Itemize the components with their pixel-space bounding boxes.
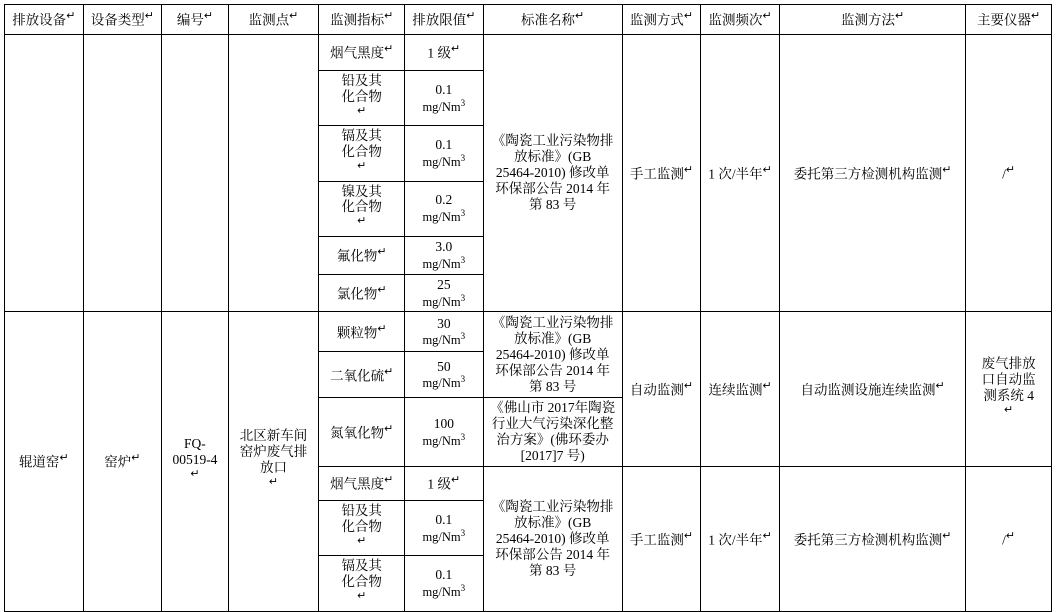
standard-line: 《佛山市 2017年陶瓷 <box>490 400 616 416</box>
standard-line: 环保部公告 2014 年 <box>495 181 611 197</box>
cell-monitor-method-type: 手工监测↵ <box>622 467 701 612</box>
header-number: 编号↵ <box>162 5 229 35</box>
pilcrow-mark: ↵ <box>377 283 387 296</box>
index-line: 镍及其 <box>341 183 382 199</box>
pilcrow-mark: ↵ <box>357 215 367 228</box>
pilcrow-mark: ↵ <box>384 474 394 487</box>
cell-limit-value <box>405 274 484 312</box>
monitor-point-line: 北区新车间 <box>239 428 308 444</box>
cell-standard-name <box>483 312 622 398</box>
pilcrow-mark: ↵ <box>203 10 214 23</box>
pilcrow-mark: ↵ <box>762 164 772 177</box>
cell-monitor-method-type: 手工监测↵ <box>622 35 701 312</box>
cell-monitor-index: 氟化物↵ <box>319 236 405 274</box>
cell-monitor-index <box>319 501 405 556</box>
header-monitor-method-type: 监测方式↵ <box>622 5 701 35</box>
table-row <box>5 312 1052 352</box>
cell-main-instrument <box>966 312 1052 467</box>
cell-main-instrument: /↵ <box>966 35 1052 312</box>
standard-line: 《陶瓷工业污染物排 <box>491 133 614 149</box>
limit-unit: mg/Nm$^3$ <box>422 208 466 225</box>
cell-monitor-method-type: 自动监测↵ <box>622 312 701 467</box>
table-header-row <box>5 5 1052 35</box>
pilcrow-mark: ↵ <box>942 529 952 542</box>
pilcrow-mark: ↵ <box>144 10 154 23</box>
limit-unit: mg/Nm$^3$ <box>422 527 466 544</box>
table-row <box>5 35 1052 71</box>
document-page <box>0 4 1058 603</box>
cell-monitor-index <box>319 556 405 611</box>
instrument-line: 测系统 4 <box>983 388 1034 404</box>
index-line: 镉及其 <box>341 128 382 144</box>
cell-limit-value <box>405 126 484 181</box>
pilcrow-mark: ↵ <box>357 534 367 547</box>
pilcrow-mark: ↵ <box>683 10 694 23</box>
header-standard-name: 标准名称↵ <box>483 5 622 35</box>
pilcrow-mark: ↵ <box>1031 10 1041 23</box>
limit-number: 25 <box>437 276 451 292</box>
standard-line: 放标准》(GB <box>514 149 592 165</box>
cell-number <box>162 312 229 611</box>
header-discharge-equipment: 排放设备↵ <box>5 5 84 35</box>
cell-monitor-point <box>228 312 319 611</box>
header-monitor-frequency: 监测频次↵ <box>701 5 780 35</box>
cell-monitor-index: 烟气黑度↵ <box>319 35 405 71</box>
cell-limit-value <box>405 71 484 126</box>
limit-unit: mg/Nm$^3$ <box>422 254 466 271</box>
pilcrow-mark: ↵ <box>357 590 367 603</box>
monitor-point-line: 窑炉废气排 <box>239 444 308 460</box>
cell-equipment-type-empty <box>83 35 162 312</box>
header-monitor-method: 监测方法↵ <box>779 5 965 35</box>
pilcrow-mark: ↵ <box>384 365 394 378</box>
cell-number-empty <box>162 35 229 312</box>
index-line: 铅及其 <box>341 503 382 519</box>
cell-main-instrument: /↵ <box>966 467 1052 612</box>
limit-number: 0.1 <box>435 81 453 97</box>
cell-equipment-type: 窑炉↵ <box>83 312 162 611</box>
standard-line: 环保部公告 2014 年 <box>495 546 611 562</box>
cell-limit-value <box>405 312 484 352</box>
index-line: 铅及其 <box>341 73 382 88</box>
pilcrow-mark: ↵ <box>66 10 76 23</box>
pilcrow-mark: ↵ <box>131 452 141 465</box>
standard-line: 第 83 号 <box>529 378 577 394</box>
cell-limit-value <box>405 501 484 556</box>
cell-monitor-method: 委托第三方检测机构监测↵ <box>779 35 965 312</box>
pilcrow-mark: ↵ <box>575 10 585 23</box>
cell-monitor-index: 颗粒物↵ <box>319 312 405 352</box>
pilcrow-mark: ↵ <box>894 10 905 23</box>
cell-monitor-method: 自动监测设施连续监测↵ <box>779 312 965 467</box>
pilcrow-mark: ↵ <box>762 10 772 23</box>
standard-line: 放标准》(GB <box>514 331 592 347</box>
cell-monitor-index <box>319 126 405 181</box>
cell-limit-value <box>405 236 484 274</box>
pilcrow-mark: ↵ <box>59 452 69 465</box>
pilcrow-mark: ↵ <box>384 10 394 23</box>
index-line: 化合物 <box>341 574 382 590</box>
cell-monitor-index <box>319 181 405 236</box>
cell-limit-value <box>405 398 484 467</box>
limit-unit: mg/Nm$^3$ <box>422 97 466 114</box>
pilcrow-mark: ↵ <box>1004 403 1014 416</box>
header-main-instrument: 主要仪器↵ <box>966 5 1052 35</box>
standard-line: 环保部公告 2014 年 <box>495 362 611 378</box>
pilcrow-mark: ↵ <box>451 474 461 487</box>
limit-unit: mg/Nm$^3$ <box>422 431 466 448</box>
pilcrow-mark: ↵ <box>357 104 367 117</box>
pilcrow-mark: ↵ <box>762 529 772 542</box>
cell-monitor-index: 二氧化硫↵ <box>319 352 405 398</box>
pilcrow-mark: ↵ <box>289 10 299 23</box>
index-line: 化合物 <box>341 88 382 104</box>
standard-line: 25464-2010) 修改单 <box>495 165 610 181</box>
cell-discharge-equipment: 辊道窑↵ <box>5 312 84 611</box>
instrument-line: 口自动监 <box>981 372 1036 388</box>
standard-line: 25464-2010) 修改单 <box>495 346 610 362</box>
limit-unit: mg/Nm$^3$ <box>422 152 466 170</box>
standard-line: [2017]7 号) <box>520 448 585 464</box>
limit-number: 0.1 <box>435 567 453 583</box>
pilcrow-mark: ↵ <box>377 246 387 258</box>
cell-monitor-index: 烟气黑度↵ <box>319 467 405 501</box>
header-monitor-index: 监测指标↵ <box>319 5 405 35</box>
monitor-point-line: 放口 <box>260 460 288 476</box>
number-line: 00519-4 <box>172 452 218 468</box>
standard-line: 《陶瓷工业污染物排 <box>491 315 614 331</box>
cell-discharge-equipment-empty <box>5 35 84 312</box>
cell-limit-value: 1 级↵ <box>405 467 484 501</box>
limit-number: 100 <box>433 415 454 431</box>
index-line: 镉及其 <box>341 558 382 574</box>
cell-monitor-frequency: 1 次/半年↵ <box>701 35 780 312</box>
index-line: 化合物 <box>341 144 382 160</box>
standard-line: 第 83 号 <box>529 197 577 213</box>
pilcrow-mark: ↵ <box>683 529 694 542</box>
header-equipment-type: 设备类型↵ <box>83 5 162 35</box>
standard-line: 放标准》(GB <box>514 515 592 531</box>
cell-monitor-point-empty <box>228 35 319 312</box>
limit-unit: mg/Nm$^3$ <box>422 292 466 309</box>
limit-number: 0.1 <box>435 511 453 527</box>
pilcrow-mark: ↵ <box>942 164 952 177</box>
limit-number: 0.2 <box>435 192 453 208</box>
cell-monitor-index: 氮氧化物↵ <box>319 398 405 467</box>
pollutant-monitoring-table <box>4 4 1052 612</box>
cell-limit-value: 1 级↵ <box>405 35 484 71</box>
number-line: FQ- <box>184 436 206 452</box>
index-line: 化合物 <box>341 519 382 535</box>
limit-number: 0.1 <box>435 136 453 152</box>
limit-number: 50 <box>437 358 451 374</box>
pilcrow-mark: ↵ <box>1005 529 1016 542</box>
pilcrow-mark: ↵ <box>190 468 200 481</box>
standard-line: 《陶瓷工业污染物排 <box>491 499 614 515</box>
limit-unit: mg/Nm$^3$ <box>422 583 466 600</box>
index-line: 化合物 <box>341 199 382 215</box>
limit-unit: mg/Nm$^3$ <box>422 374 466 391</box>
pilcrow-mark: ↵ <box>762 380 772 393</box>
pilcrow-mark: ↵ <box>1005 164 1016 177</box>
pilcrow-mark: ↵ <box>377 322 387 335</box>
cell-limit-value <box>405 181 484 236</box>
pilcrow-mark: ↵ <box>683 164 694 177</box>
limit-number: 30 <box>437 315 451 331</box>
cell-monitor-index: 氯化物↵ <box>319 274 405 312</box>
cell-standard-name <box>483 398 622 467</box>
standard-line: 25464-2010) 修改单 <box>495 530 610 546</box>
cell-limit-value <box>405 352 484 398</box>
limit-unit: mg/Nm$^3$ <box>422 331 466 348</box>
pilcrow-mark: ↵ <box>935 380 945 393</box>
pilcrow-mark: ↵ <box>683 380 694 393</box>
header-limit-value: 排放限值↵ <box>405 5 484 35</box>
pilcrow-mark: ↵ <box>466 10 476 23</box>
header-monitor-point: 监测点↵ <box>228 5 319 35</box>
pilcrow-mark: ↵ <box>451 43 461 56</box>
pilcrow-mark: ↵ <box>384 423 394 436</box>
standard-line: 行业大气污染深化整 <box>491 416 614 432</box>
limit-number: 3.0 <box>435 238 453 254</box>
instrument-line: 废气排放 <box>981 356 1036 372</box>
cell-monitor-frequency: 1 次/半年↵ <box>701 467 780 612</box>
cell-standard-name <box>483 35 622 312</box>
cell-limit-value <box>405 556 484 611</box>
pilcrow-mark: ↵ <box>268 476 279 489</box>
cell-monitor-frequency: 连续监测↵ <box>701 312 780 467</box>
cell-monitor-index <box>319 71 405 126</box>
pilcrow-mark: ↵ <box>357 160 367 173</box>
pilcrow-mark: ↵ <box>384 43 394 56</box>
standard-line: 第 83 号 <box>529 562 577 578</box>
cell-monitor-method: 委托第三方检测机构监测↵ <box>779 467 965 612</box>
standard-line: 治方案》(佛环委办 <box>496 432 609 448</box>
